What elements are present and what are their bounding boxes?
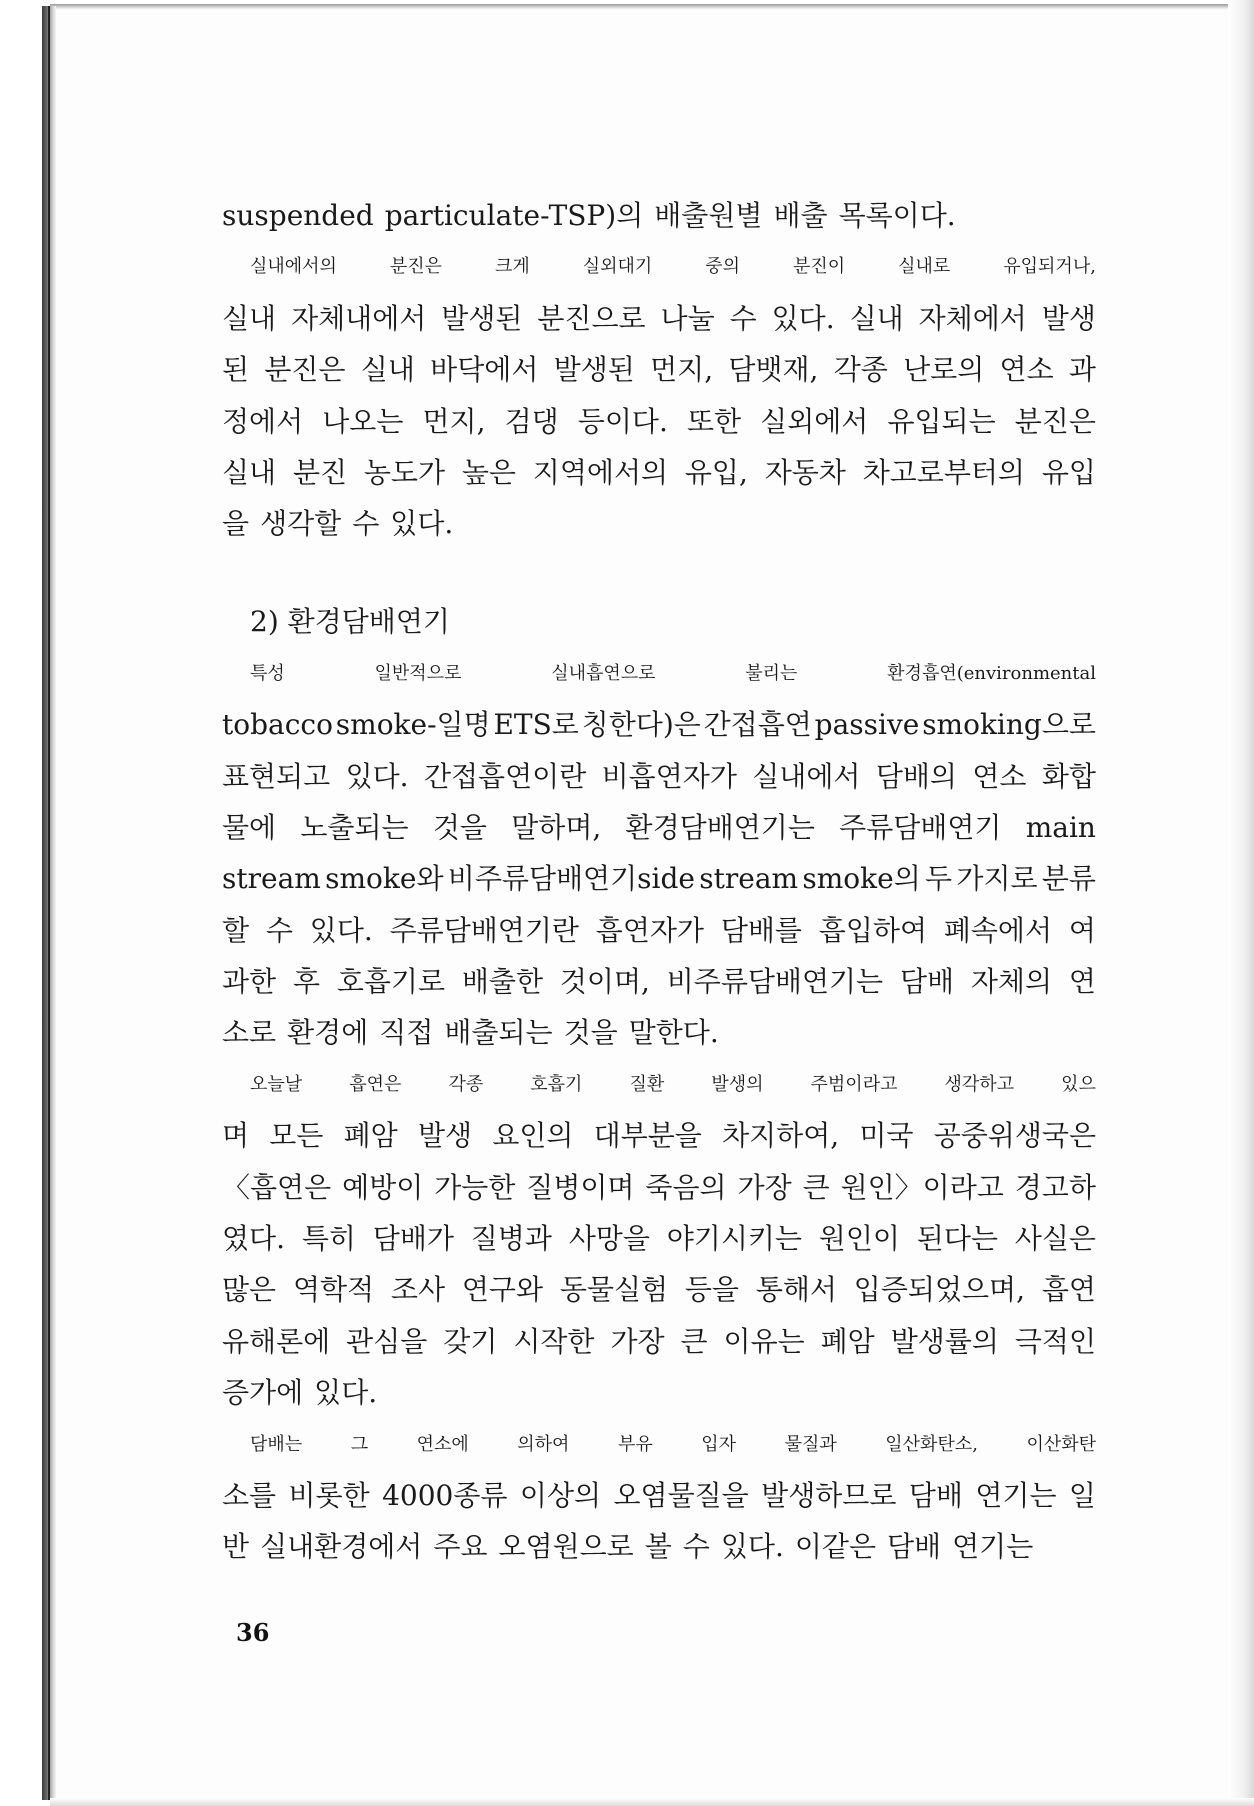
page-bottom-edge	[50, 1798, 1254, 1806]
page-top-edge	[50, 4, 1254, 10]
text-line: 많은 역학적 조사 연구와 동물실험 등을 통해서 입증되었으며, 흡연	[222, 1273, 1096, 1307]
section-gap	[222, 550, 1096, 596]
text-line: 소를 비롯한 4000종류 이상의 오염물질을 발생하므로 담배 연기는 일	[222, 1478, 1096, 1512]
text-line: 유해론에 관심을 갖기 시작한 가장 큰 이유는 폐암 발생률의 극적인	[222, 1324, 1096, 1358]
paragraph	[222, 190, 1096, 241]
paragraph	[222, 648, 1096, 1059]
page-right-edge	[1228, 0, 1254, 1806]
text-line: suspended particulate-TSP)의 배출원별 배출 목록이다.	[222, 199, 956, 232]
section-heading: 2) 환경담배연기	[250, 604, 450, 638]
text-line: 실내 분진 농도가 높은 지역에서의 유입, 자동차 차고로부터의 유입	[222, 455, 1096, 489]
text-line: 된 분진은 실내 바닥에서 발생된 먼지, 담뱃재, 각종 난로의 연소 과	[222, 353, 1096, 387]
page-text-body	[222, 190, 1096, 1573]
text-line: 며 모든 폐암 발생 요인의 대부분을 차지하여, 미국 공중위생국은	[222, 1119, 1096, 1153]
section-text	[222, 648, 1096, 1573]
text-line: stream smoke와 비주류담배연기side stream smoke의 두 가지로 분류	[222, 862, 1096, 896]
text-line: 을 생각할 수 있다.	[222, 507, 454, 541]
text-line: 실내 자체내에서 발생된 분진으로 나눌 수 있다. 실내 자체에서 발생	[222, 301, 1096, 335]
text-line: 였다. 특히 담배가 질병과 사망을 야기시키는 원인이 된다는 사실은	[222, 1222, 1096, 1256]
paragraph	[222, 1419, 1096, 1573]
text-line: 특성 일반적으로 실내흡연으로 불리는 환경흡연(environmental	[250, 662, 1096, 684]
page-number: 36	[236, 1618, 270, 1647]
text-line: 소로 환경에 직접 배출되는 것을 말한다.	[222, 1016, 719, 1050]
paragraph	[222, 1059, 1096, 1419]
text-line: 할 수 있다. 주류담배연기란 흡연자가 담배를 흡입하여 폐속에서 여	[222, 913, 1096, 947]
text-line: 표현되고 있다. 간접흡연이란 비흡연자가 실내에서 담배의 연소 화합	[222, 759, 1096, 793]
pre-section-text	[222, 190, 1096, 550]
text-line: 정에서 나오는 먼지, 검댕 등이다. 또한 실외에서 유입되는 분진은	[222, 404, 1096, 438]
text-line: 오늘날 흡연은 각종 호흡기 질환 발생의 주범이라고 생각하고 있으	[250, 1073, 1096, 1095]
text-line: 〈흡연은 예방이 가능한 질병이며 죽음의 가장 큰 원인〉이라고 경고하	[222, 1170, 1096, 1204]
book-spine-line	[48, 6, 50, 1800]
text-line: 증가에 있다.	[222, 1376, 378, 1410]
text-line: tobacco smoke-일명 ETS로 칭한다)은 간접흡연 passive smoking으로	[222, 708, 1096, 742]
text-line: 담배는 그 연소에 의하여 부유 입자 물질과 일산화탄소, 이산화탄	[250, 1433, 1096, 1455]
paragraph	[222, 241, 1096, 549]
text-line: 과한 후 호흡기로 배출한 것이며, 비주류담배연기는 담배 자체의 연	[222, 965, 1096, 999]
text-line: 반 실내환경에서 주요 오염원으로 볼 수 있다. 이같은 담배 연기는	[222, 1530, 1034, 1564]
text-line: 실내에서의 분진은 크게 실외대기 중의 분진이 실내로 유입되거나,	[250, 256, 1096, 278]
text-line: 물에 노출되는 것을 말하며, 환경담배연기는 주류담배연기 main	[222, 810, 1096, 844]
